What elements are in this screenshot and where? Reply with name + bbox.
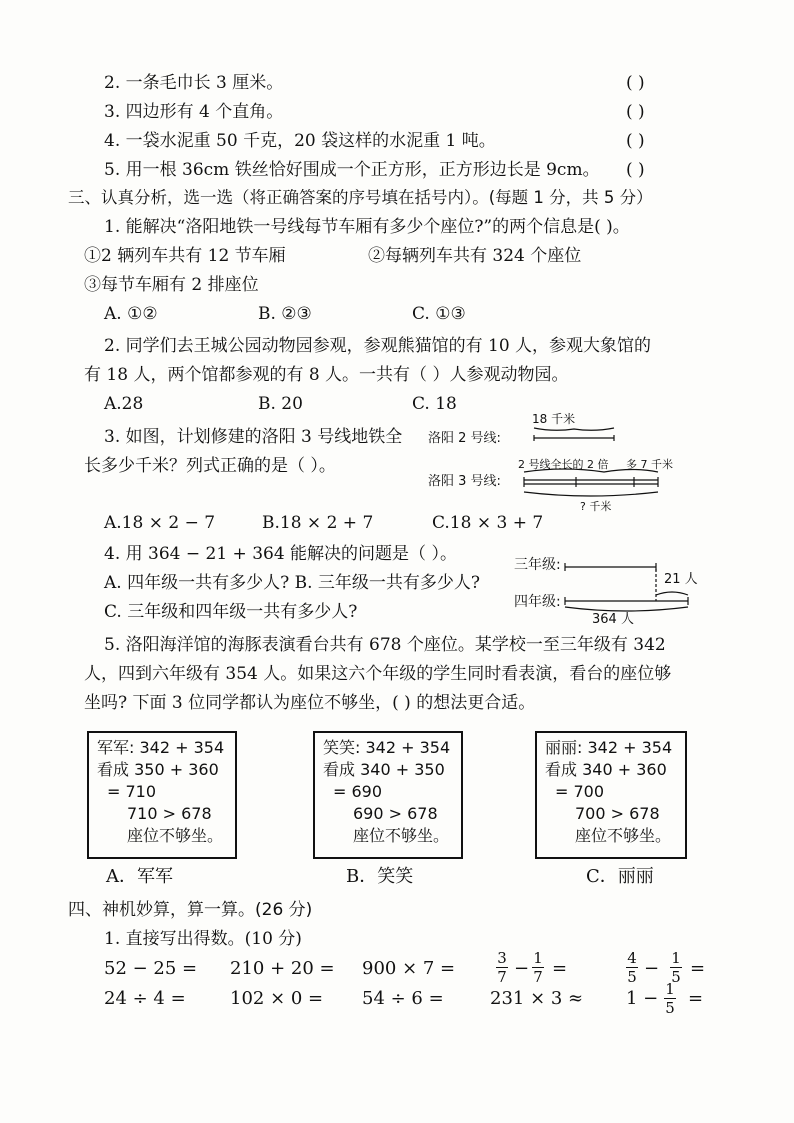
box-line: 700 > 678 xyxy=(575,804,660,823)
box-line: 丽丽: 342 + 354 xyxy=(545,738,673,757)
calc-2: 210 + 20 = xyxy=(230,958,335,979)
answer-paren[interactable]: ( ) xyxy=(626,73,645,93)
q2-option-a[interactable]: A.28 xyxy=(104,394,144,414)
box-line: 军军: 342 + 354 xyxy=(97,738,225,757)
section4-sub-1: 1. 直接写出得数。(10 分) xyxy=(104,929,302,949)
numerator: 4 xyxy=(627,949,637,967)
box-line: 笑笑: 342 + 354 xyxy=(323,738,451,757)
q1-option-b[interactable]: B. ②③ xyxy=(258,304,312,324)
denominator: 7 xyxy=(533,968,543,986)
calc-7: 102 × 0 = xyxy=(230,988,324,1009)
q3-option-a[interactable]: A.18 × 2 − 7 xyxy=(104,513,216,533)
q1-info-3: ③每节车厢有 2 排座位 xyxy=(84,275,259,295)
q2-option-c[interactable]: C. 18 xyxy=(412,394,457,414)
q1-option-a[interactable]: A. ①② xyxy=(104,304,158,324)
denominator: 7 xyxy=(497,968,507,986)
q4-diagram-grade4: 四年级: xyxy=(514,594,561,610)
student-box-a xyxy=(87,731,237,859)
q2-option-b[interactable]: B. 20 xyxy=(258,394,303,414)
equals-sign: = xyxy=(690,958,706,979)
student-box-b xyxy=(313,731,463,859)
q3-diagram-line3-label: 洛阳 3 号线: xyxy=(428,474,501,489)
option-b-caption[interactable]: B．笑笑 xyxy=(346,866,414,887)
box-line: = 690 xyxy=(333,782,383,801)
q1-info-2: ②每辆列车共有 324 个座位 xyxy=(368,246,582,266)
calc-6: 24 ÷ 4 = xyxy=(104,988,186,1009)
q4-option-c[interactable]: C. 三年级和四年级一共有多少人? xyxy=(104,602,358,622)
q4-diagram-grade3: 三年级: xyxy=(514,557,561,573)
q3-segment-diagram xyxy=(500,420,680,510)
minus-sign: − xyxy=(644,958,660,979)
denominator: 5 xyxy=(665,999,675,1017)
equals-sign: = xyxy=(552,958,568,979)
q5-line-2: 人，四到六年级有 354 人。如果这六个年级的学生同时看表演，看台的座位够 xyxy=(84,664,672,684)
calc-1: 52 − 25 = xyxy=(104,958,198,979)
numerator: 3 xyxy=(497,949,507,967)
judge-item-5: 5. 用一根 36cm 铁丝恰好围成一个正方形，正方形边长是 9cm。 xyxy=(104,160,600,180)
section4-title: 四、神机妙算，算一算。(26 分) xyxy=(68,900,313,920)
q5-line-1: 5. 洛阳海洋馆的海豚表演看台共有 678 个座位。某学校一至三年级有 342 xyxy=(104,635,666,655)
numerator: 1 xyxy=(533,949,543,967)
q3-option-b[interactable]: B.18 × 2 + 7 xyxy=(262,513,374,533)
q5-line-3: 坐吗? 下面 3 位同学都认为座位不够坐，( ) 的想法更合适。 xyxy=(84,693,536,713)
q4-diagram-diff: 21 人 xyxy=(664,572,698,587)
q3-diagram-line2-label: 洛阳 2 号线: xyxy=(428,431,501,446)
box-line: 690 > 678 xyxy=(353,804,438,823)
q3-diagram-bottom-km: ? 千米 xyxy=(580,500,612,513)
numerator: 1 xyxy=(665,980,675,998)
q4-segment-diagram xyxy=(560,555,700,617)
section3-title: 三、认真分析，选一选（将正确答案的序号填在括号内）。(每题 1 分，共 5 分） xyxy=(68,188,653,207)
answer-paren[interactable]: ( ) xyxy=(626,131,645,151)
box-line: 座位不够坐。 xyxy=(575,826,672,845)
calc-3: 900 × 7 = xyxy=(362,958,456,979)
calc-9: 231 × 3 ≈ xyxy=(490,988,584,1009)
calc-10-lead: 1 − xyxy=(626,988,659,1009)
option-a-caption[interactable]: A．军军 xyxy=(106,866,173,887)
q4-stem: 4. 用 364 − 21 + 364 能解决的问题是（ ）。 xyxy=(104,544,457,564)
q2-line-2: 有 18 人，两个馆都参观的有 8 人。一共有（ ）人参观动物园。 xyxy=(84,365,569,385)
q3-diagram-note-1: 2 号线全长的 2 倍 xyxy=(518,458,609,471)
equals-sign: = xyxy=(688,988,704,1009)
student-box-c xyxy=(535,731,687,859)
box-line: 座位不够坐。 xyxy=(353,826,450,845)
q1-info-1: ①2 辆列车共有 12 节车厢 xyxy=(84,246,286,266)
box-line: 看成 350 + 360 xyxy=(97,760,219,779)
q2-line-1: 2. 同学们去王城公园动物园参观，参观熊猫馆的有 10 人，参观大象馆的 xyxy=(104,336,652,356)
q4-options-ab[interactable]: A. 四年级一共有多少人? B. 三年级一共有多少人? xyxy=(104,573,481,593)
denominator: 5 xyxy=(671,968,681,986)
judge-item-2: 2. 一条毛巾长 3 厘米。 xyxy=(104,73,284,93)
q1-option-c[interactable]: C. ①③ xyxy=(412,304,466,324)
q3-line-2: 长多少千米？列式正确的是（ ）。 xyxy=(84,456,336,476)
box-line: 看成 340 + 360 xyxy=(545,760,667,779)
q3-diagram-top-km: 18 千米 xyxy=(532,412,576,426)
box-line: = 700 xyxy=(555,782,605,801)
box-line: 座位不够坐。 xyxy=(127,826,224,845)
q4-diagram-count: 364 人 xyxy=(592,612,634,627)
calc-8: 54 ÷ 6 = xyxy=(362,988,444,1009)
box-line: 看成 340 + 350 xyxy=(323,760,445,779)
box-line: = 710 xyxy=(107,782,157,801)
numerator: 1 xyxy=(671,949,681,967)
judge-item-3: 3. 四边形有 4 个直角。 xyxy=(104,102,284,122)
box-line: 710 > 678 xyxy=(127,804,212,823)
minus-sign: − xyxy=(514,958,530,979)
q1-stem: 1. 能解决“洛阳地铁一号线每节车厢有多少个座位?”的两个信息是( )。 xyxy=(104,217,630,237)
answer-paren[interactable]: ( ) xyxy=(626,102,645,122)
q3-diagram-note-2: 多 7 千米 xyxy=(626,458,673,471)
q3-line-1: 3. 如图，计划修建的洛阳 3 号线地铁全 xyxy=(104,427,403,447)
judge-item-4: 4. 一袋水泥重 50 千克，20 袋这样的水泥重 1 吨。 xyxy=(104,131,496,151)
option-c-caption[interactable]: C．丽丽 xyxy=(586,866,654,887)
q3-option-c[interactable]: C.18 × 3 + 7 xyxy=(432,513,544,533)
denominator: 5 xyxy=(627,968,637,986)
answer-paren[interactable]: ( ) xyxy=(626,160,645,180)
